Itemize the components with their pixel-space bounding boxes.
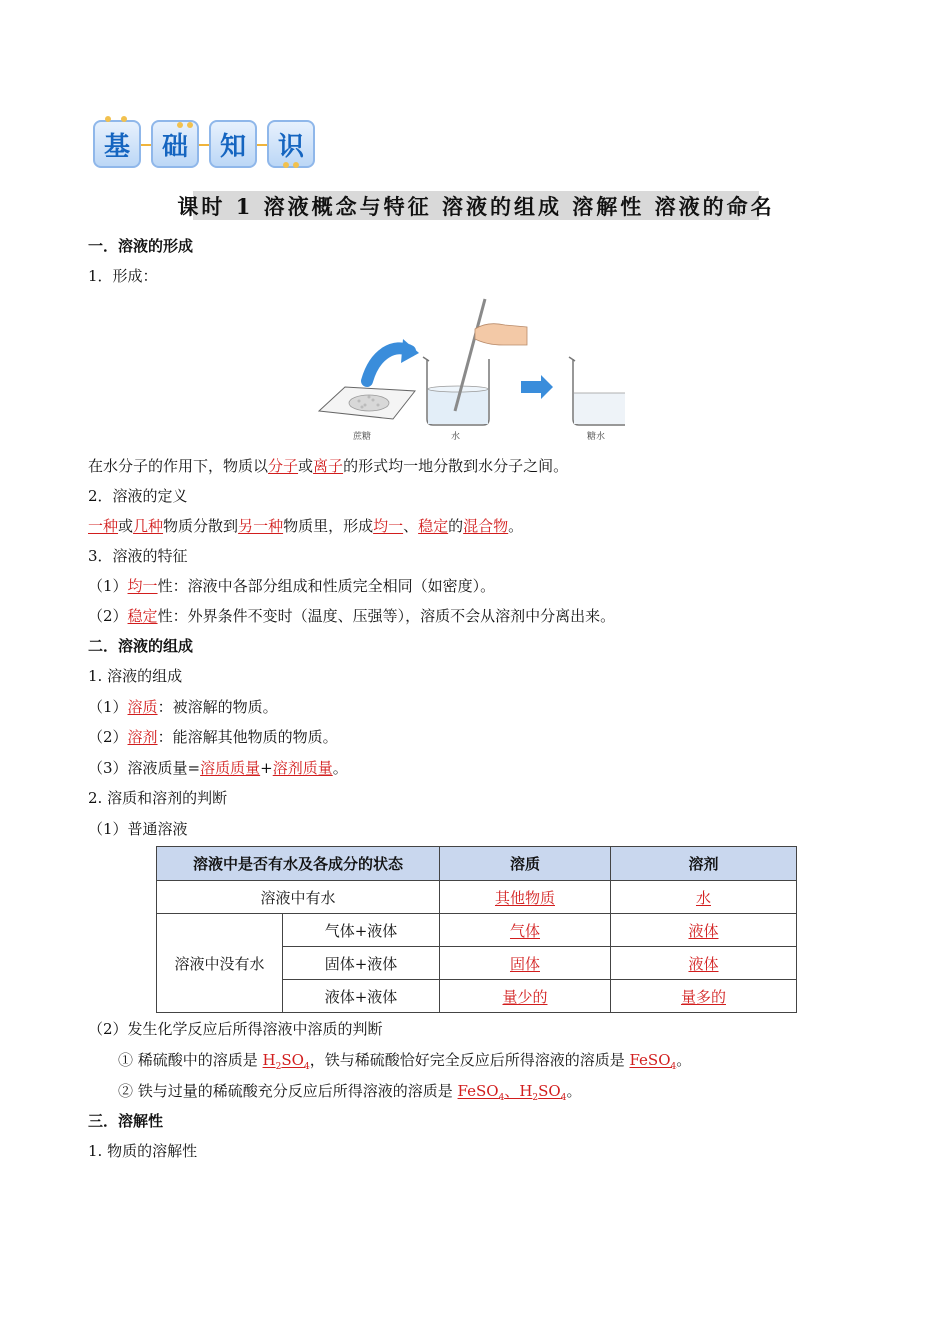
formula-feso4: FeSO$_4$ [629,1051,677,1072]
formation-sentence: 在水分子的作用下，物质以分子或离子的形式均一地分散到水分子之间。 [88,457,569,475]
answer-blank: 水 [695,888,711,907]
paragraph: 1. 溶液的组成 [88,667,183,685]
dissolving-illustration [315,293,625,443]
answer-blank: 稳定 [127,607,158,625]
tile-connector [199,144,209,146]
header-tile: 知 [209,120,257,168]
lesson-title: 课时 1 溶液概念与特征 溶液的组成 溶解性 溶液的命名 [193,191,759,220]
section-2-heading: 二．溶液的组成 [88,637,194,655]
answer-blank: 其他物质 [494,888,555,907]
decor-dot [293,162,299,168]
table-cell [611,980,797,1013]
composition-item: （1）溶质：被溶解的物质。 [88,698,278,716]
table-header: 溶剂 [611,847,797,881]
formula-feso4-h2so4: FeSO$_4$、$H_2SO_4$ [457,1082,567,1103]
answer-blank: 液体 [688,954,719,973]
answer-blank: 离子 [313,457,344,475]
table-cell: 溶液中没有水 [157,914,283,1013]
paragraph: 2. 溶质和溶剂的判断 [88,789,228,807]
answer-blank: 溶质 [127,698,158,716]
answer-blank: 均一 [127,577,158,595]
paragraph: （2）发生化学反应后所得溶液中溶质的判断 [88,1020,383,1038]
section-1-heading: 一．溶液的形成 [88,237,194,255]
answer-blank: 量少的 [502,987,548,1006]
paragraph: 3．溶液的特征 [88,547,188,565]
table-cell: 气体+液体 [283,914,440,947]
table-cell [440,947,611,980]
table-cell [440,881,611,914]
illustration-drawing [315,293,625,429]
feature-item: （2）稳定性：外界条件不变时（温度、压强等），溶质不会从溶剂中分离出来。 [88,607,616,625]
figure-label-water: 水 [451,432,461,442]
table-header-row [157,847,797,881]
answer-blank: 分子 [268,457,299,475]
answer-blank: 另一种 [238,517,284,535]
table-row [157,881,797,914]
answer-blank: 混合物 [463,517,509,535]
answer-blank: 几种 [133,517,164,535]
figure-label-sugar-water: 糖水 [587,432,606,442]
feature-item: （1）均一性：溶液中各部分组成和性质完全相同（如密度）。 [88,577,496,595]
composition-item: （3）溶液质量=溶质质量+溶剂质量。 [88,759,348,777]
table-cell [440,980,611,1013]
table-header: 溶液中是否有水及各成分的状态 [157,847,440,881]
answer-blank: 气体 [509,921,540,940]
header-tile: 识 [267,120,315,168]
table-header: 溶质 [440,847,611,881]
decor-dot [105,116,111,122]
paragraph: （1）普通溶液 [88,820,188,838]
table-cell [611,947,797,980]
answer-blank: 固体 [509,954,540,973]
decor-dot [283,162,289,168]
answer-blank: 液体 [688,921,719,940]
table-cell [611,914,797,947]
table-cell: 液体+液体 [283,980,440,1013]
solute-solvent-table [156,846,797,1013]
answer-blank: 均一 [373,517,404,535]
header-tile: 基 [93,120,141,168]
reaction-item: ① 稀硫酸中的溶质是 $H_2SO_4$，铁与稀硫酸恰好完全反应后所得溶液的溶质是 FeSO$_4$。 [118,1051,692,1072]
answer-blank: 量多的 [680,987,726,1006]
paragraph: 1．形成： [88,267,158,285]
answer-blank: 稳定 [418,517,449,535]
header-tile: 础 [151,120,199,168]
table-cell: 溶液中有水 [157,881,440,914]
tile-connector [257,144,267,146]
table-row [157,914,797,947]
paragraph: 1. 物质的溶解性 [88,1142,198,1160]
paragraph: 2．溶液的定义 [88,487,188,505]
answer-blank: 溶剂质量 [272,759,333,777]
formula-h2so4: $H_2SO_4$ [262,1051,310,1072]
answer-blank: 溶质质量 [200,759,261,777]
reaction-item: ② 铁与过量的稀硫酸充分反应后所得溶液的溶质是 FeSO$_4$、$H_2SO_4$。 [118,1082,582,1103]
section-3-heading: 三．溶解性 [88,1112,164,1130]
decor-dot [187,122,193,128]
table-cell: 固体+液体 [283,947,440,980]
section-header-badge [93,118,323,174]
tile-connector [141,144,151,146]
figure-label-sugar: 蔗糖 [353,432,372,442]
answer-blank: 溶剂 [127,728,158,746]
table-cell [440,914,611,947]
decor-dot [121,116,127,122]
composition-item: （2）溶剂：能溶解其他物质的物质。 [88,728,338,746]
decor-dot [177,122,183,128]
table-cell [611,881,797,914]
definition-sentence: 一种或几种物质分散到另一种物质里，形成均一、稳定的混合物。 [88,517,524,535]
answer-blank: 一种 [88,517,119,535]
